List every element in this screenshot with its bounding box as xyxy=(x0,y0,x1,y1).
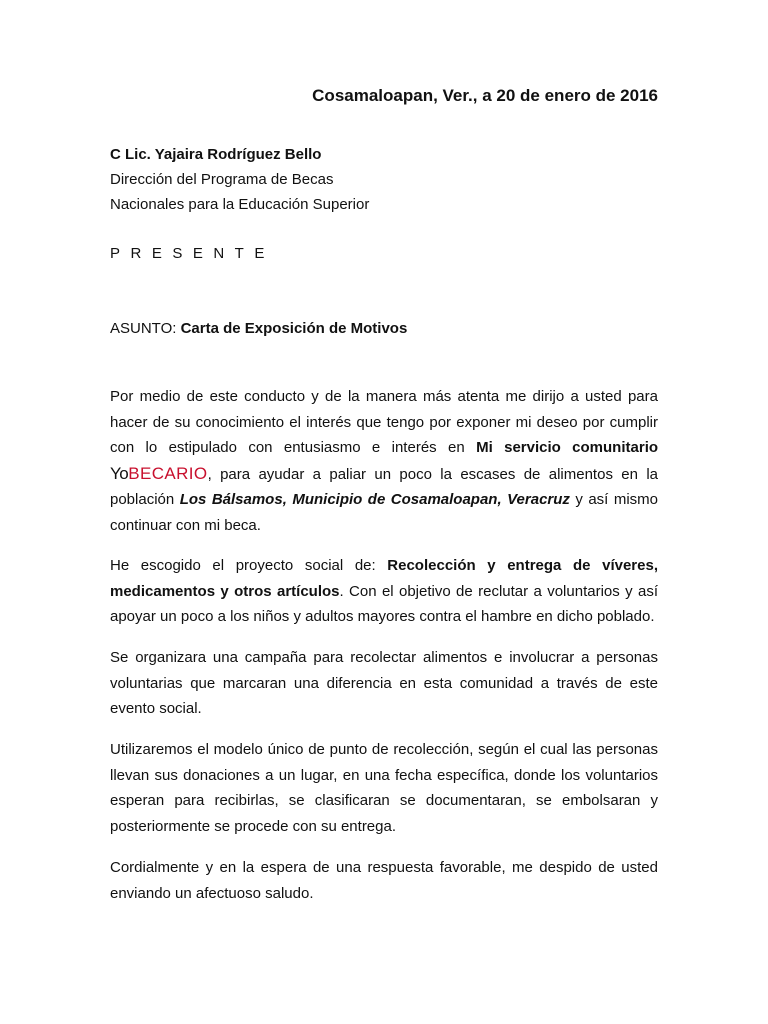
paragraph-3 xyxy=(110,645,658,722)
presente-heading: PRESENTE xyxy=(110,245,275,262)
p1-line-2: hacer de su conocimiento el interés que tengo por exponer mi deseo por cumplir xyxy=(110,413,658,431)
subject-label: ASUNTO: xyxy=(110,320,177,337)
project-name-part-2: medicamentos y otros artículos xyxy=(110,582,340,600)
p3-line-1: Se organizara una campaña para recolectar alimentos e involucrar a personas xyxy=(110,649,658,666)
recipient-block xyxy=(110,142,369,217)
p1-line-6: continuar con mi beca. xyxy=(110,516,261,534)
p4-line-4: posteriormente se procede con su entrega. xyxy=(110,817,397,835)
project-name-part-1: Recolección y entrega de víveres, xyxy=(387,557,658,574)
p4-line-2: llevan sus donaciones a un lugar, en una fecha específica, donde los voluntarios xyxy=(110,766,658,784)
logo-becario: BECARIO xyxy=(128,463,208,483)
subject-text: Carta de Exposición de Motivos xyxy=(180,320,408,337)
p5-line-2: enviando un afectuoso saludo. xyxy=(110,884,314,902)
p4-line-3: esperan para recibirlas, se clasificaran se documentaran, se embolsaran y xyxy=(110,792,658,810)
p5-line-1: Cordialmente y en la espera de una respuesta favorable, me despido de usted xyxy=(110,859,658,876)
service-name: Mi servicio comunitario xyxy=(476,439,659,457)
paragraph-5 xyxy=(110,855,658,906)
paragraph-2 xyxy=(110,553,658,630)
p4-line-1: Utilizaremos el modelo único de punto de recolección, según el cual las personas xyxy=(110,741,658,758)
p2-line-2-b: . Con el objetivo de reclutar a voluntarios y así xyxy=(339,582,658,600)
p1-line-3-text: con lo estipulado con entusiasmo e interés en xyxy=(110,439,465,457)
letter-date: Cosamaloapan, Ver., a 20 de enero de 2016 xyxy=(312,86,658,105)
p1-line-4 xyxy=(110,461,658,488)
recipient-line-2: Nacionales para la Educación Superior xyxy=(110,196,370,213)
p1-line-3 xyxy=(110,435,658,461)
p1-line-5-c: y así mismo xyxy=(575,491,658,509)
p1-line-5 xyxy=(110,487,658,513)
p2-line-2 xyxy=(110,579,658,605)
yobecario-logo xyxy=(110,461,208,487)
p2-line-3: apoyar un poco a los niños y adultos mayores contra el hambre en dicho poblado. xyxy=(110,608,655,626)
p1-line-5-a: población xyxy=(110,491,175,509)
recipient-name: C Lic. Yajaira Rodríguez Bello xyxy=(110,146,322,163)
p3-line-3: evento social. xyxy=(110,700,202,718)
p3-line-2: voluntarias que marcaran una diferencia en esta comunidad a través de este xyxy=(110,674,658,692)
p1-line-1: Por medio de este conducto y de la manera más atenta me dirijo a usted para xyxy=(110,388,658,405)
recipient-line-1: Dirección del Programa de Becas xyxy=(110,171,334,188)
paragraph-4 xyxy=(110,737,658,839)
p1-line-4-text: , para ayudar a paliar un poco la escases de alimentos en la xyxy=(207,465,658,483)
paragraph-1 xyxy=(110,384,658,539)
logo-yo: Yo xyxy=(110,463,129,483)
p2-line-1 xyxy=(110,553,658,579)
p2-line-1-a: He escogido el proyecto social de: xyxy=(110,557,376,574)
place-name: Los Bálsamos, Municipio de Cosamaloapan, Veracruz xyxy=(179,491,570,509)
subject-line xyxy=(110,318,407,340)
